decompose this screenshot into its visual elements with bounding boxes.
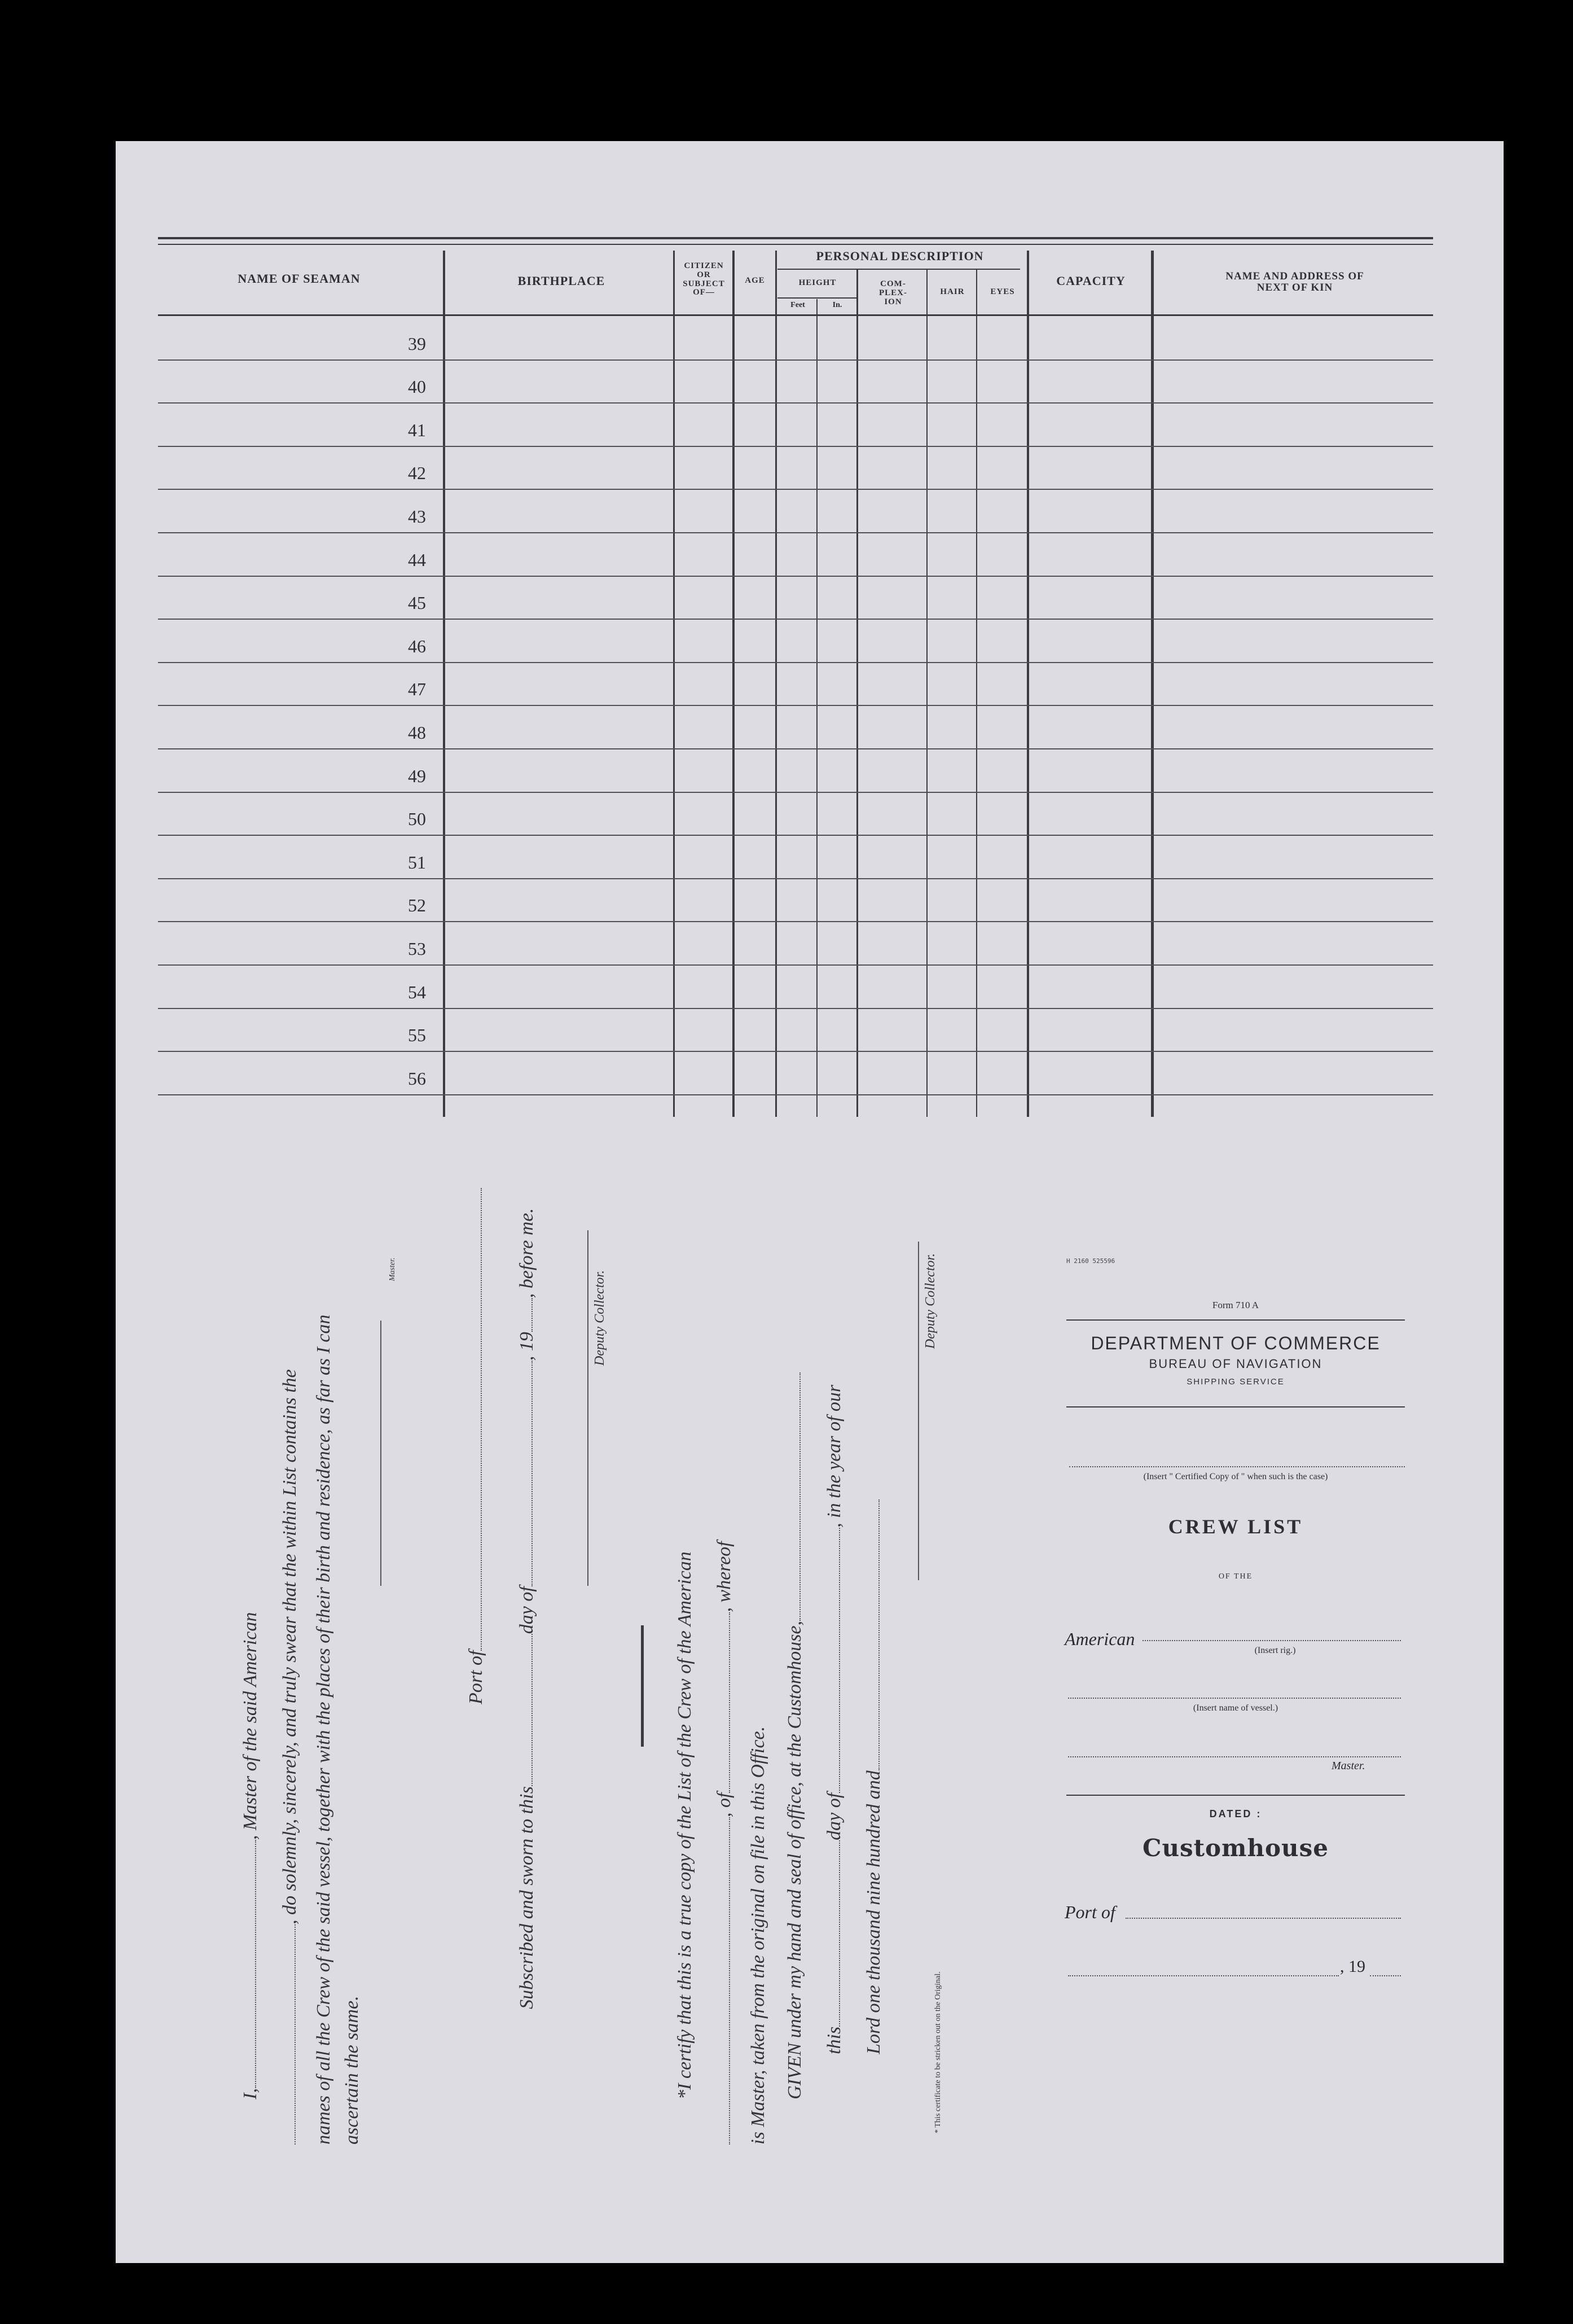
header-hair: HAIR — [940, 287, 965, 296]
master-name-blank — [1068, 1756, 1401, 1757]
header-inches: In. — [832, 301, 842, 309]
crew-list-title: CREW LIST — [1168, 1515, 1303, 1538]
row-number: 53 — [408, 939, 426, 959]
col-rule-age — [775, 251, 777, 1117]
row-rule — [158, 748, 1433, 749]
header-capacity: CAPACITY — [1056, 274, 1126, 288]
row-rule — [158, 402, 1433, 404]
header-next-of-kin: NAME AND ADDRESS OF NEXT OF KIN — [1225, 270, 1364, 293]
row-number: 39 — [408, 333, 426, 354]
row-number: 41 — [408, 419, 426, 440]
col-rule-feet — [816, 299, 818, 1117]
col-rule-hair — [976, 270, 977, 1117]
row-rule — [158, 792, 1433, 793]
row-rule — [158, 1008, 1433, 1009]
row-rule — [158, 1051, 1433, 1052]
col-rule-complexion — [926, 270, 928, 1117]
row-rule — [158, 921, 1433, 922]
header-name-of-seaman: NAME OF SEAMAN — [238, 271, 361, 286]
dated-label: DATED : — [1209, 1808, 1262, 1819]
department-name: DEPARTMENT OF COMMERCE — [1091, 1333, 1381, 1353]
header-age: AGE — [745, 276, 765, 285]
dated-top-rule — [1066, 1795, 1405, 1796]
bureau-name: BUREAU OF NAVIGATION — [1149, 1357, 1322, 1371]
cert-line-1: *I certify that this is a true copy of the List of the Crew of the American — [674, 1551, 695, 2099]
col-rule-inches — [856, 270, 858, 1117]
row-rule — [158, 1094, 1433, 1095]
form-number: Form 710 A — [1212, 1300, 1259, 1310]
row-number: 55 — [408, 1025, 426, 1046]
port-of-line: Port of — [465, 1188, 487, 1704]
row-rule — [158, 705, 1433, 706]
dept-bottom-rule — [1066, 1406, 1405, 1407]
dept-top-rule — [1066, 1319, 1405, 1321]
row-number: 48 — [408, 722, 426, 743]
master-label-cover: Master. — [1332, 1760, 1365, 1772]
header-bottom-rule — [158, 314, 1433, 316]
row-rule — [158, 964, 1433, 966]
print-code: H 2160 525596 — [1066, 1257, 1115, 1265]
deputy-collector-label-1: Deputy Collector. — [592, 1270, 607, 1366]
customhouse-title: Customhouse — [1143, 1834, 1329, 1862]
oath-line-1: I,, Master of the said American — [240, 1612, 261, 2099]
header-height: HEIGHT — [798, 278, 837, 287]
row-number: 49 — [408, 765, 426, 786]
row-rule — [158, 576, 1433, 577]
rig-blank — [1143, 1640, 1401, 1641]
row-number: 43 — [408, 506, 426, 527]
insert-name-note: (Insert name of vessel.) — [1193, 1703, 1278, 1713]
row-number: 45 — [408, 593, 426, 613]
header-eyes: EYES — [990, 287, 1015, 296]
deputy-collector-line-1 — [587, 1230, 588, 1586]
oath-line-4: ascertain the same. — [341, 1996, 362, 2145]
oath-line-2: , do solemnly, sincerely, and truly swear that the within List contains the — [279, 1369, 301, 2145]
col-rule-capacity — [1151, 251, 1154, 1117]
cover-year-label: , 19 — [1340, 1957, 1365, 1976]
cover-port-of-label: Port of — [1065, 1902, 1115, 1922]
master-label: Master. — [388, 1257, 397, 1281]
vessel-name-blank — [1068, 1698, 1401, 1699]
col-rule-eyes — [1027, 251, 1029, 1117]
row-rule — [158, 359, 1433, 361]
cert-line-6: Lord one thousand nine hundred and — [863, 1499, 885, 2054]
row-number: 44 — [408, 549, 426, 570]
row-number: 42 — [408, 463, 426, 484]
personal-description-rule — [777, 269, 1020, 270]
header-birthplace: BIRTHPLACE — [517, 274, 605, 288]
table-top-rule — [158, 237, 1433, 239]
cert-line-4: GIVEN under my hand and seal of office, at the Customhouse, — [784, 1373, 806, 2099]
row-rule — [158, 446, 1433, 447]
row-number: 51 — [408, 852, 426, 872]
row-rule — [158, 835, 1433, 836]
master-signature-line — [380, 1321, 381, 1586]
certified-copy-blank — [1069, 1466, 1405, 1467]
row-number: 54 — [408, 981, 426, 1002]
row-rule — [158, 532, 1433, 533]
col-rule-name — [443, 251, 445, 1117]
row-number: 47 — [408, 679, 426, 700]
row-number: 46 — [408, 635, 426, 656]
col-rule-citizen — [732, 251, 735, 1117]
row-rule — [158, 489, 1433, 490]
row-rule — [158, 878, 1433, 879]
table-top-rule-thin — [158, 244, 1433, 245]
header-feet: Feet — [790, 301, 805, 309]
deputy-collector-label-2: Deputy Collector. — [923, 1253, 938, 1349]
cert-line-5: thisday of, in the year of our — [824, 1384, 845, 2054]
oath-line-3: names of all the Crew of the said vessel, together with the places of their birth and residence, as far as I can — [313, 1314, 334, 2145]
cover-year-blank — [1370, 1975, 1401, 1976]
row-rule — [158, 662, 1433, 663]
height-rule — [777, 297, 858, 299]
row-number: 40 — [408, 376, 426, 397]
insert-rig-note: (Insert rig.) — [1254, 1646, 1296, 1655]
row-rule — [158, 619, 1433, 620]
american-label: American — [1065, 1629, 1135, 1649]
col-rule-birthplace — [673, 251, 675, 1117]
row-number: 50 — [408, 809, 426, 830]
subscribed-line: Subscribed and sworn to thisday of, 19, before me. — [516, 1208, 537, 2009]
header-personal-description: PERSONAL DESCRIPTION — [816, 249, 984, 263]
row-number: 56 — [408, 1068, 426, 1089]
cover-date-blank — [1068, 1975, 1339, 1976]
of-the-label: OF THE — [1218, 1572, 1253, 1581]
header-citizen: CITIZEN OR SUBJECT OF— — [683, 261, 725, 297]
separator-bar — [641, 1625, 644, 1747]
cert-line-2: , of, whereof — [714, 1541, 735, 2145]
row-number: 52 — [408, 895, 426, 916]
cover-port-blank — [1126, 1918, 1401, 1919]
cert-line-3: is Master, taken from the original on file in this Office. — [748, 1726, 768, 2145]
certificate-footnote: * This certificate to be stricken out on the Original. — [934, 1971, 942, 2133]
certified-copy-note: (Insert " Certified Copy of " when such is the case) — [1143, 1472, 1328, 1481]
header-complexion: COM- PLEX- ION — [879, 279, 907, 306]
service-name: SHIPPING SERVICE — [1187, 1377, 1285, 1387]
deputy-collector-line-2 — [918, 1242, 919, 1580]
